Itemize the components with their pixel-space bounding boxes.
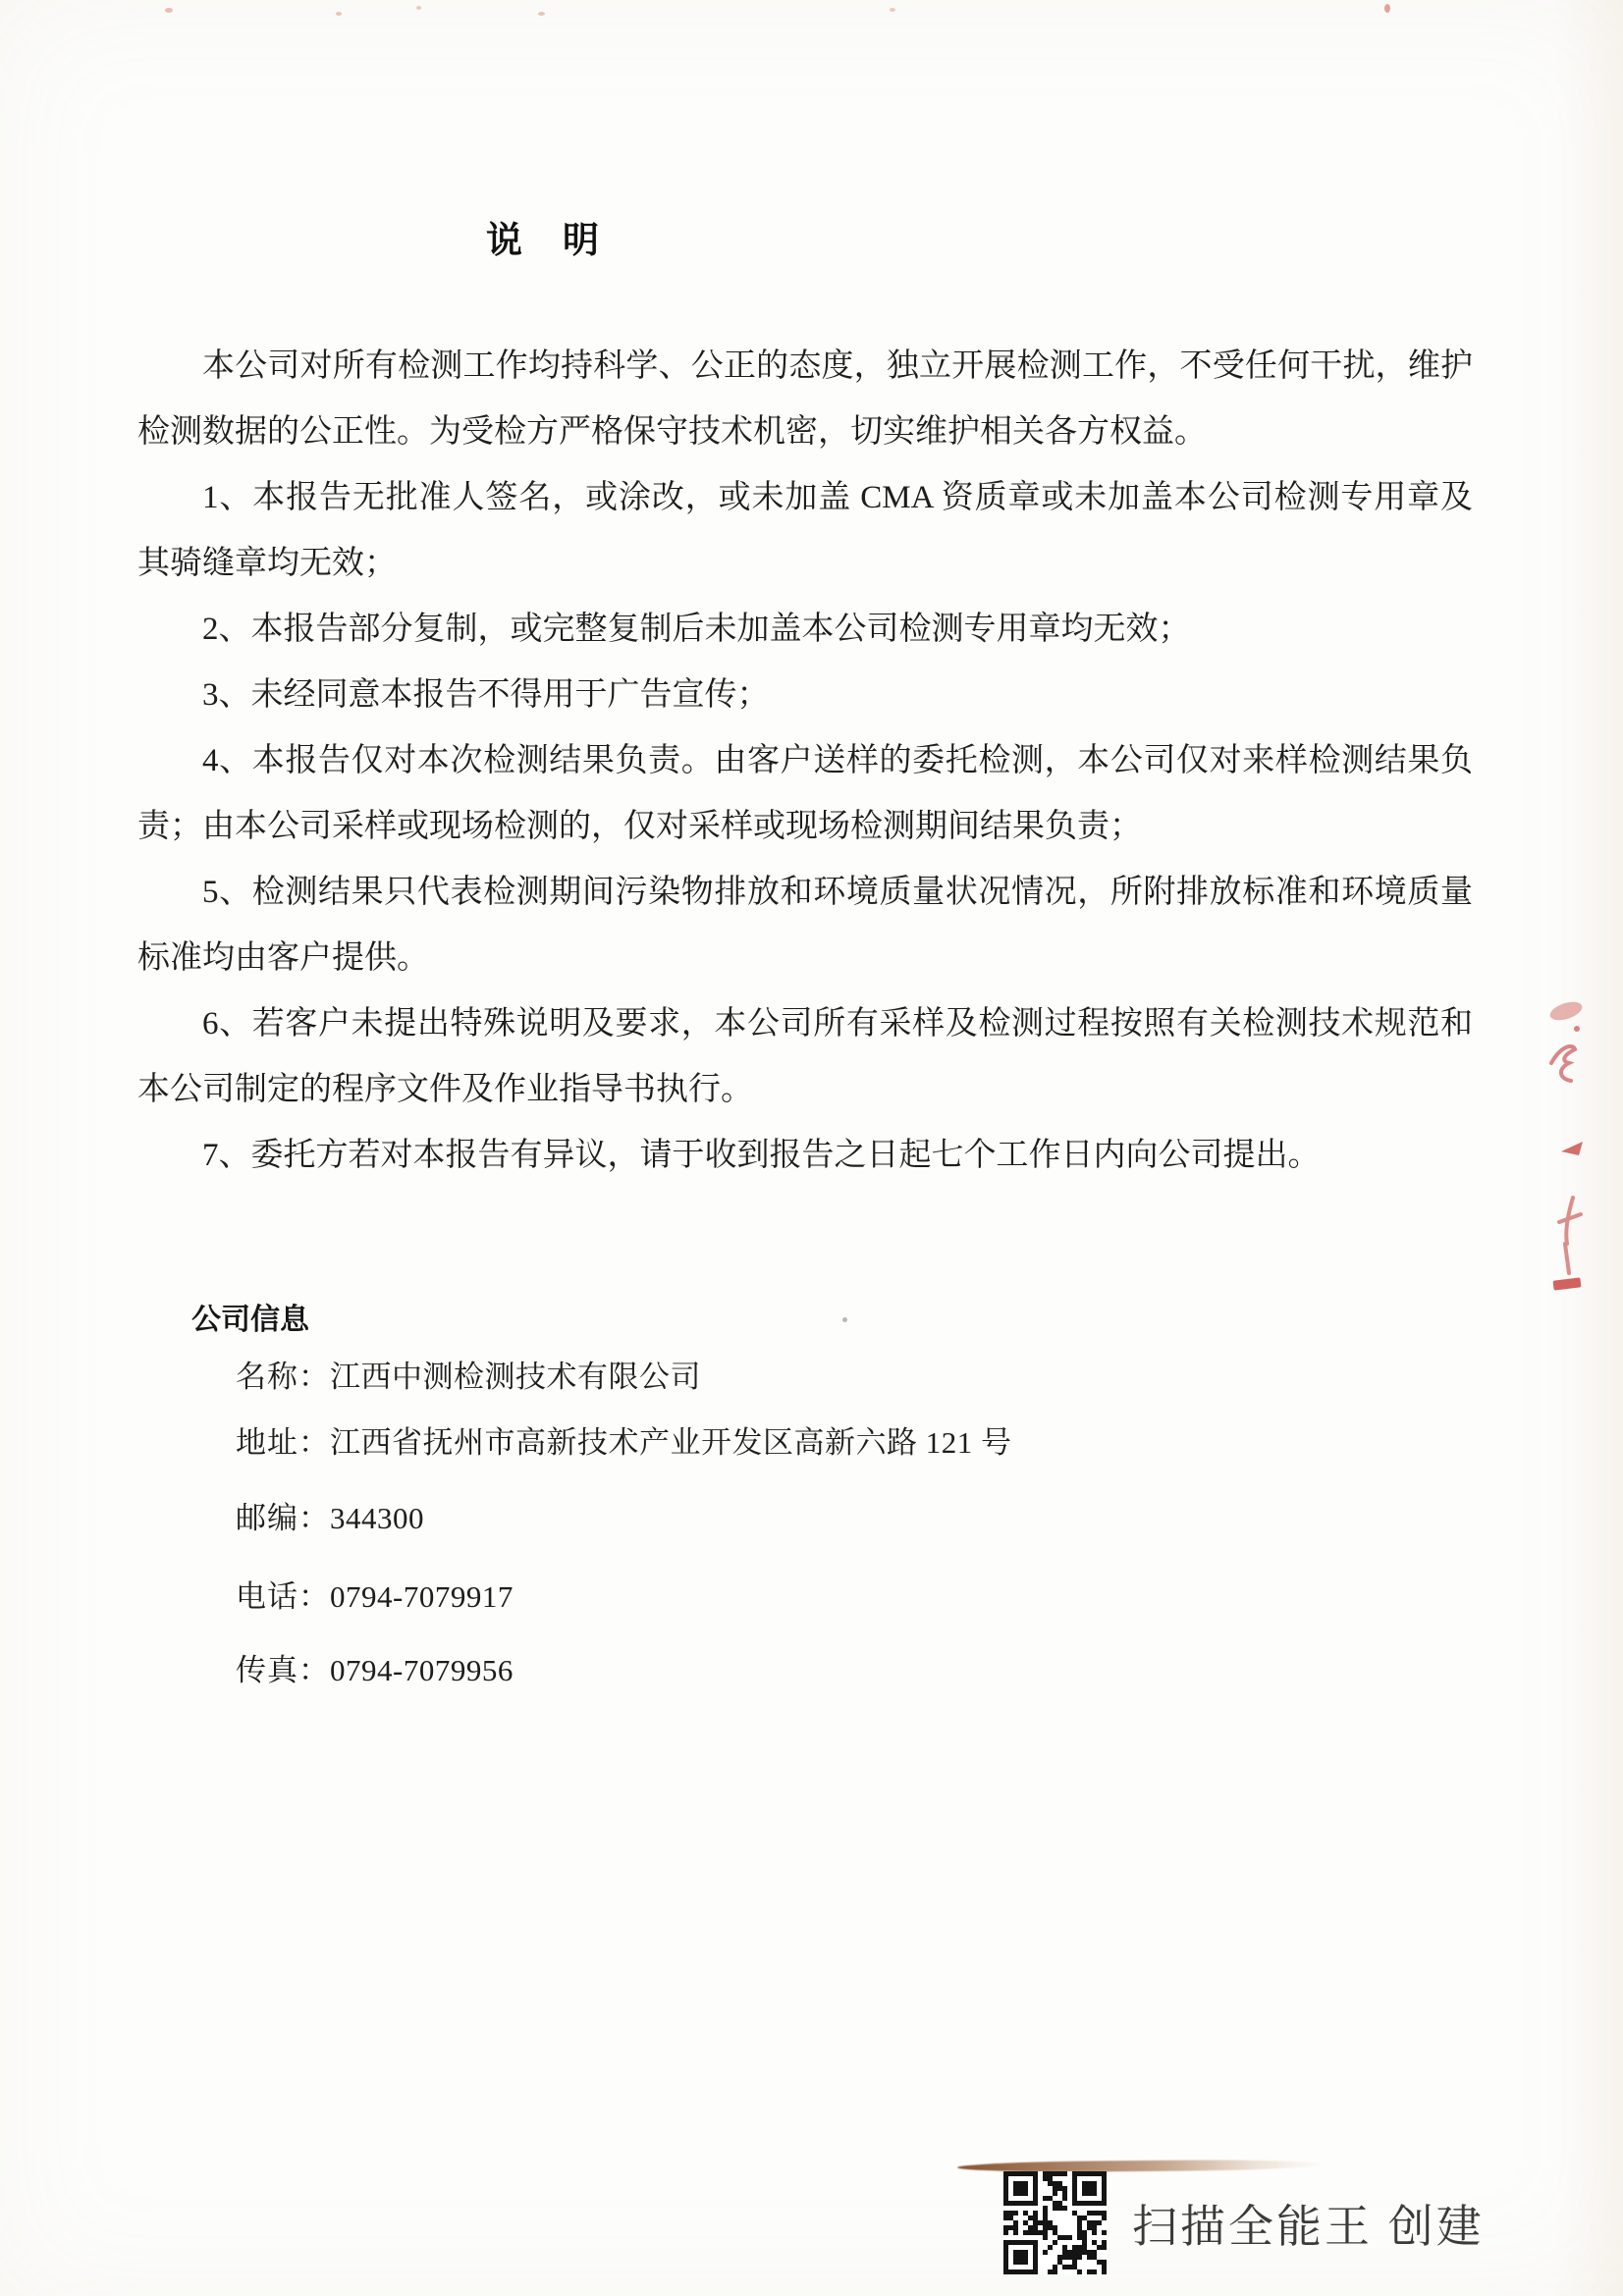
notice-item-6: 6、若客户未提出特殊说明及要求，本公司所有采样及检测过程按照有关检测技术规范和本公司制定的程序文件及作业指导书执行。 (137, 1006, 1473, 1107)
company-field-fax-label: 传真： (236, 1653, 330, 1687)
scan-speck (1384, 4, 1390, 13)
camscanner-watermark-text: 扫描全能王 创建 (1132, 2200, 1485, 2252)
company-field-name (137, 1356, 1473, 1399)
company-field-phone-label: 电话： (236, 1579, 330, 1614)
company-field-name-value: 江西中测检测技术有限公司 (330, 1360, 701, 1394)
company-field-postcode-label: 邮编： (236, 1501, 330, 1535)
company-field-address-value: 江西省抚州市高新技术产业开发区高新六路 121 号 (330, 1425, 1012, 1460)
company-field-postcode (137, 1497, 1473, 1540)
notice-item-5: 5、检测结果只代表检测期间污染物排放和环境质量状况情况，所附排放标准和环境质量标准均由客户提供。 (137, 875, 1473, 976)
qr-code (1003, 2171, 1107, 2274)
company-field-phone (137, 1575, 1473, 1619)
notice-item-1: 1、本报告无批准人签名，或涂改，或未加盖 CMA 资质章或未加盖本公司检测专用章及其骑缝章均无效； (137, 480, 1473, 581)
company-field-address (137, 1421, 1473, 1465)
company-info-section (137, 1299, 1473, 1692)
notice-item-4: 4、本报告仅对本次检测结果负责。由客户送样的委托检测，本公司仅对来样检测结果负责；由本公司采样或现场检测的，仅对采样或现场检测期间结果负责； (137, 743, 1473, 844)
company-info-heading: 公司信息 (191, 1304, 309, 1336)
company-field-fax (137, 1649, 1473, 1692)
company-field-fax-value: 0794-7079956 (330, 1653, 514, 1687)
notice-intro-paragraph: 本公司对所有检测工作均持科学、公正的态度，独立开展检测工作，不受任何干扰，维护检测数据的公正性。为受检方严格保守技术机密，切实维护相关各方权益。 (137, 348, 1473, 450)
camscanner-watermark (1003, 2171, 1485, 2274)
scan-speck (336, 12, 342, 16)
company-field-phone-value: 0794-7079917 (330, 1579, 514, 1614)
notice-item-2: 2、本报告部分复制，或完整复制后未加盖本公司检测专用章均无效； (202, 612, 1191, 647)
red-ink-marks (1504, 987, 1612, 1301)
page-title: 说 明 (486, 221, 601, 261)
company-field-address-label: 地址： (236, 1425, 330, 1460)
scan-speck (538, 12, 545, 16)
scan-speck (890, 8, 895, 12)
scan-speck (416, 6, 421, 10)
notice-item-3: 3、未经同意本报告不得用于广告宣传； (202, 677, 770, 713)
document-content (137, 218, 1473, 1692)
company-field-postcode-value: 344300 (330, 1501, 424, 1535)
company-field-name-label: 名称： (236, 1360, 330, 1394)
scan-speck (165, 8, 173, 13)
notice-item-7: 7、委托方若对本报告有异议，请于收到报告之日起七个工作日内向公司提出。 (202, 1138, 1321, 1173)
